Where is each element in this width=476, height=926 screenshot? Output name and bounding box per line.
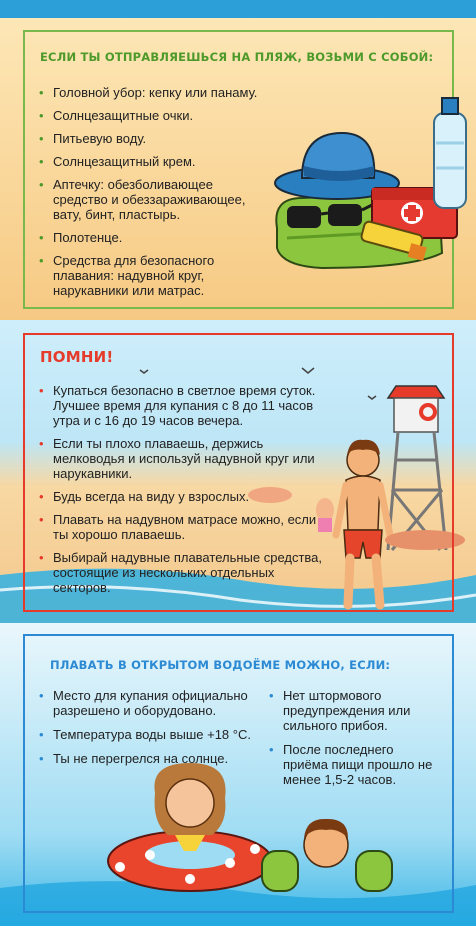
list-item: • Аптечку: обезболивающее средство и обеззараживающее, вату, бинт, пластырь. bbox=[39, 177, 269, 222]
beach-kit-list bbox=[39, 85, 269, 306]
open-water-panel bbox=[0, 623, 476, 926]
water-bottle-illustration bbox=[434, 98, 466, 208]
list-item: • Будь всегда на виду у взрослых. bbox=[39, 489, 329, 504]
top-strip bbox=[0, 0, 476, 18]
list-item: • Если ты плохо плаваешь, держись мелководья и используй надувной круг или нарукавники. bbox=[39, 436, 329, 481]
remember-title: ПОМНИ! bbox=[40, 348, 114, 366]
remember-list bbox=[39, 383, 329, 603]
open-water-title: ПЛАВАТЬ В ОТКРЫТОМ ВОДОЁМЕ МОЖНО, ЕСЛИ: bbox=[50, 658, 391, 672]
list-item: • Плавать на надувном матрасе можно, если ты хорошо плаваешь. bbox=[39, 512, 329, 542]
list-item: • Солнцезащитный крем. bbox=[39, 154, 269, 169]
list-item: • Полотенце. bbox=[39, 230, 269, 245]
list-item: • Нет штормового предупреждения или сильного прибоя. bbox=[269, 688, 434, 733]
list-item: • Солнцезащитные очки. bbox=[39, 108, 269, 123]
remember-panel bbox=[0, 320, 476, 623]
list-item: • Температура воды выше +18 °C. bbox=[39, 727, 254, 742]
beach-kit-title: ЕСЛИ ТЫ ОТПРАВЛЯЕШЬСЯ НА ПЛЯЖ, ВОЗЬМИ С СОБОЙ: bbox=[40, 50, 434, 64]
list-item: • Ты не перегрелся на солнце. bbox=[39, 751, 254, 766]
list-item: • Головной убор: кепку или панаму. bbox=[39, 85, 269, 100]
list-item: • Купаться безопасно в светлое время суток. Лучшее время для купания с 8 до 11 часов утра и с 16 до 19 часов вечера. bbox=[39, 383, 329, 428]
list-item: • Средства для безопасного плавания: надувной круг, нарукавники или матрас. bbox=[39, 253, 269, 298]
list-item: • Питьевую воду. bbox=[39, 131, 269, 146]
open-water-left-list bbox=[39, 688, 254, 775]
list-item: • Место для купания официально разрешено и оборудовано. bbox=[39, 688, 254, 718]
beach-kit-illustration bbox=[262, 78, 467, 278]
beach-kit-panel bbox=[0, 18, 476, 320]
open-water-right-list bbox=[269, 688, 434, 796]
list-item: • После последнего приёма пищи прошло не менее 1,5-2 часов. bbox=[269, 742, 434, 787]
list-item: • Выбирай надувные плавательные средства, состоящие из нескольких отдельных секторов. bbox=[39, 550, 329, 595]
